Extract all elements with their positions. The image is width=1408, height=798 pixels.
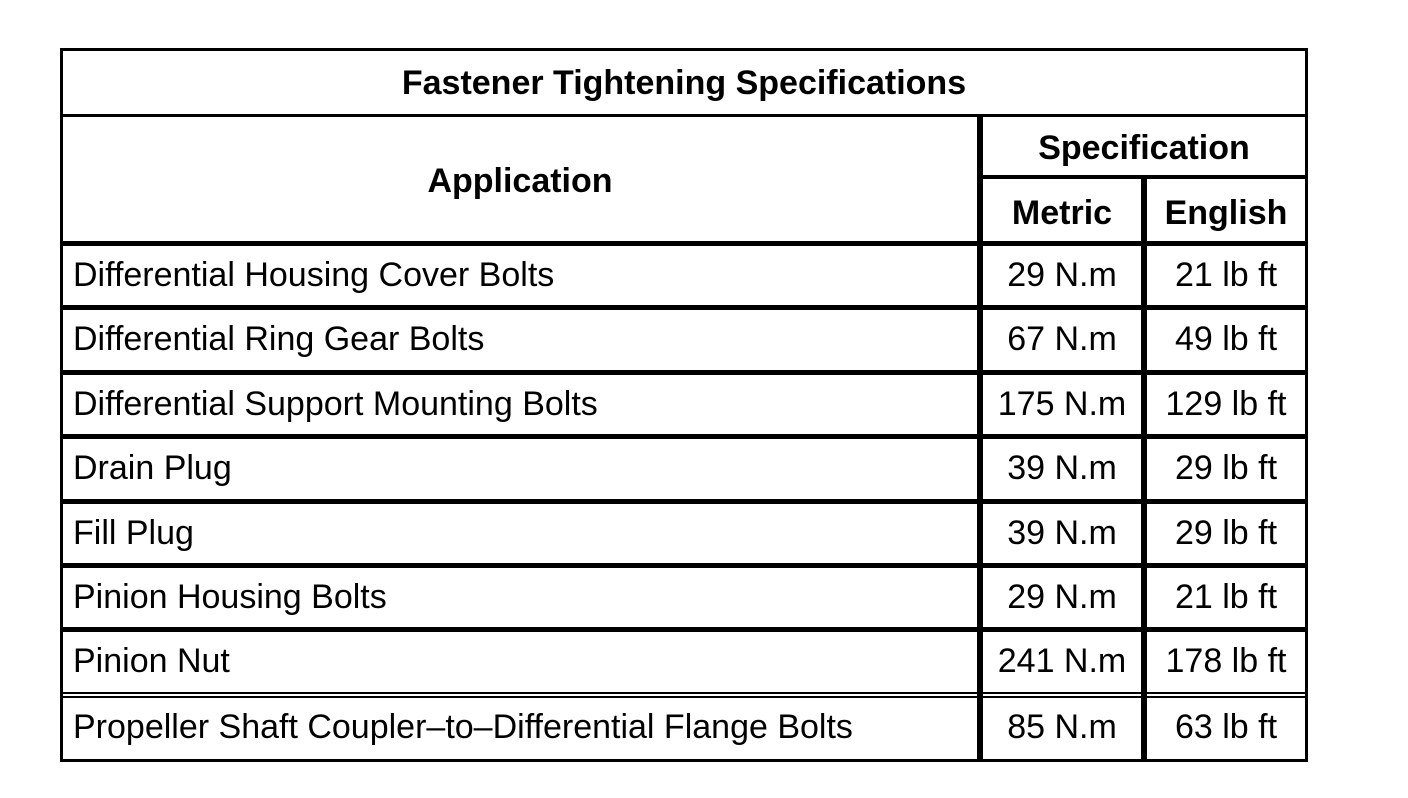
cell-metric: 39 N.m: [1007, 513, 1117, 552]
cell-english: 29 lb ft: [1174, 513, 1278, 552]
cell-english: 21 lb ft: [1174, 256, 1278, 294]
cell-english: 29 lb ft: [1174, 449, 1278, 488]
cell-application: Fill Plug: [73, 513, 194, 552]
cell-application: Pinion Housing Bolts: [73, 577, 387, 616]
cell-metric: 241 N.m: [997, 642, 1127, 681]
cell-metric: 29 N.m: [1007, 577, 1117, 616]
table-row: [63, 563, 1305, 627]
cell-english: 63 lb ft: [1174, 707, 1278, 746]
table-row: [63, 434, 1305, 498]
cell-metric: 175 N.m: [997, 384, 1127, 423]
cell-metric: 39 N.m: [1007, 449, 1117, 488]
header-english: English: [1164, 194, 1288, 232]
cell-application: Pinion Nut: [73, 642, 230, 681]
table-row: [63, 692, 1305, 756]
table-row: [63, 499, 1305, 563]
table-row: [63, 370, 1305, 434]
table-row: [63, 241, 1305, 305]
cell-metric: 29 N.m: [1007, 256, 1117, 294]
cell-english: 21 lb ft: [1174, 577, 1278, 616]
table-row: [63, 305, 1305, 369]
cell-metric: 85 N.m: [1007, 707, 1117, 746]
header-specification: Specification: [983, 117, 1305, 179]
cell-english: 129 lb ft: [1165, 384, 1287, 423]
cell-application: Differential Support Mounting Bolts: [73, 384, 598, 423]
cell-english: 49 lb ft: [1174, 320, 1278, 359]
fastener-spec-table: [60, 48, 1308, 762]
cell-metric: 67 N.m: [1007, 320, 1117, 359]
table-row: [63, 627, 1305, 691]
cell-application: Drain Plug: [73, 449, 232, 488]
cell-application: Differential Housing Cover Bolts: [73, 256, 555, 294]
header-metric: Metric: [1011, 194, 1113, 232]
header-application: Application: [427, 162, 613, 200]
cell-application: Propeller Shaft Coupler–to–Differential Flange Bolts: [73, 707, 853, 746]
cell-application: Differential Ring Gear Bolts: [73, 320, 485, 359]
cell-english: 178 lb ft: [1165, 642, 1287, 681]
table-title: Fastener Tightening Specifications: [63, 51, 1305, 117]
table-body: [63, 241, 1305, 756]
